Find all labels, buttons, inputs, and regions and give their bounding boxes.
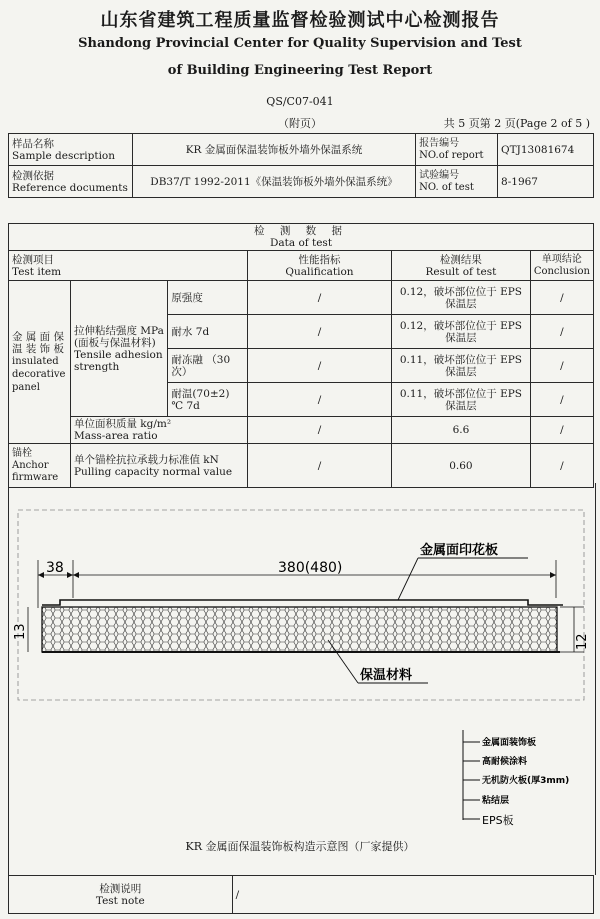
- qual-cell: /: [247, 281, 391, 315]
- header-test-item: 检测项目 Test item: [9, 251, 248, 281]
- drawing-caption: KR 金属面保温装饰板构造示意图（厂家提供）: [185, 840, 415, 853]
- result-cell: 0.11，破坏部位位于 EPS 保温层: [392, 349, 531, 383]
- test-note-label: 检测说明 Test note: [9, 876, 233, 914]
- conclusion-cell: /: [530, 383, 593, 417]
- dim-12-label: 12: [575, 633, 590, 650]
- anchor-qual: /: [247, 444, 391, 488]
- cond-freeze-thaw: 耐冻融 （30 次）: [168, 349, 248, 383]
- note-table: [8, 875, 594, 914]
- metal-sheet-label: 金属面印花板: [420, 543, 499, 558]
- qual-cell: /: [247, 349, 391, 383]
- layer-label: 高耐候涂料: [482, 757, 528, 767]
- test-no-value: 8-1967: [498, 166, 594, 198]
- page-number: 共 5 页第 2 页(Page 2 of 5 ): [443, 117, 590, 130]
- cond-original: 原强度: [168, 281, 248, 315]
- qual-cell: /: [247, 383, 391, 417]
- form-code: QS/C07-041: [266, 95, 334, 108]
- sample-value: KR 金属面保温装饰板外墙外保温系统: [132, 134, 415, 166]
- sample-label: 样品名称 Sample description: [9, 134, 133, 166]
- cond-temperature: 耐温(70±2) ℃ 7d: [168, 383, 248, 417]
- layer-label: EPS板: [482, 814, 514, 827]
- panel-construction-drawing: [8, 490, 594, 835]
- insulation-core: [42, 607, 557, 652]
- mass-label: 单位面积质量 kg/m² Mass-area ratio: [70, 417, 247, 444]
- metal-sheet-outline: [42, 600, 563, 605]
- appendix-label: （附页）: [278, 117, 322, 130]
- dashed-outline: [18, 510, 584, 700]
- dim-13-label: 13: [13, 623, 28, 640]
- result-cell: 0.12，破坏部位位于 EPS 保温层: [392, 315, 531, 349]
- panel-label: 金 属 面 保 温 装 饰 板 insulated decorative panel: [9, 281, 71, 444]
- test-note-value: /: [232, 876, 593, 914]
- layer-label: 粘结层: [482, 796, 510, 806]
- qual-cell: /: [247, 315, 391, 349]
- header-conclusion: 单项结论 Conclusion: [530, 251, 593, 281]
- anchor-label: 锚栓 Anchor firmware: [9, 444, 71, 488]
- report-title-en-line2: of Building Engineering Test Report: [167, 63, 433, 78]
- header-result: 检测结果 Result of test: [392, 251, 531, 281]
- report-title-cn: 山东省建筑工程质量监督检验测试中心检测报告: [100, 10, 500, 31]
- test-no-label: 试验编号 NO. of test: [416, 166, 498, 198]
- reference-value: DB37/T 1992-2011《保温装饰板外墙外保温系统》: [132, 166, 415, 198]
- tensile-label: 拉伸粘结强度 MPa (面板与保温材料) Tensile adhesion strength: [70, 281, 167, 417]
- cond-water: 耐水 7d: [168, 315, 248, 349]
- data-section-heading: 检 测 数 据 Data of test: [9, 224, 594, 251]
- layer-label: 无机防火板(厚3mm): [482, 776, 570, 786]
- anchor-item-label: 单个锚栓抗拉承载力标准值 kN Pulling capacity normal value: [70, 444, 247, 488]
- header-qualification: 性能指标 Qualification: [247, 251, 391, 281]
- insulation-label: 保温材料: [360, 668, 413, 683]
- anchor-result: 0.60: [392, 444, 531, 488]
- report-no-label: 报告编号 NO.of report: [416, 134, 498, 166]
- reference-label: 检测依据 Reference documents: [9, 166, 133, 198]
- report-no-value: QTJ13081674: [498, 134, 594, 166]
- info-table: [8, 133, 594, 198]
- dim-38-label: 38: [46, 560, 64, 576]
- result-cell: 0.12，破坏部位位于 EPS 保温层: [392, 281, 531, 315]
- conclusion-cell: /: [530, 315, 593, 349]
- report-title-en-line1: Shandong Provincial Center for Quality Supervision and Test: [78, 36, 522, 51]
- mass-qual: /: [247, 417, 391, 444]
- conclusion-cell: /: [530, 349, 593, 383]
- mass-result: 6.6: [392, 417, 531, 444]
- conclusion-cell: /: [530, 281, 593, 315]
- dim-main-label: 380(480): [278, 560, 343, 576]
- mass-conclusion: /: [530, 417, 593, 444]
- layer-label: 金属面装饰板: [482, 738, 537, 748]
- anchor-conclusion: /: [530, 444, 593, 488]
- data-table: [8, 223, 594, 488]
- result-cell: 0.11，破坏部位位于 EPS 保温层: [392, 383, 531, 417]
